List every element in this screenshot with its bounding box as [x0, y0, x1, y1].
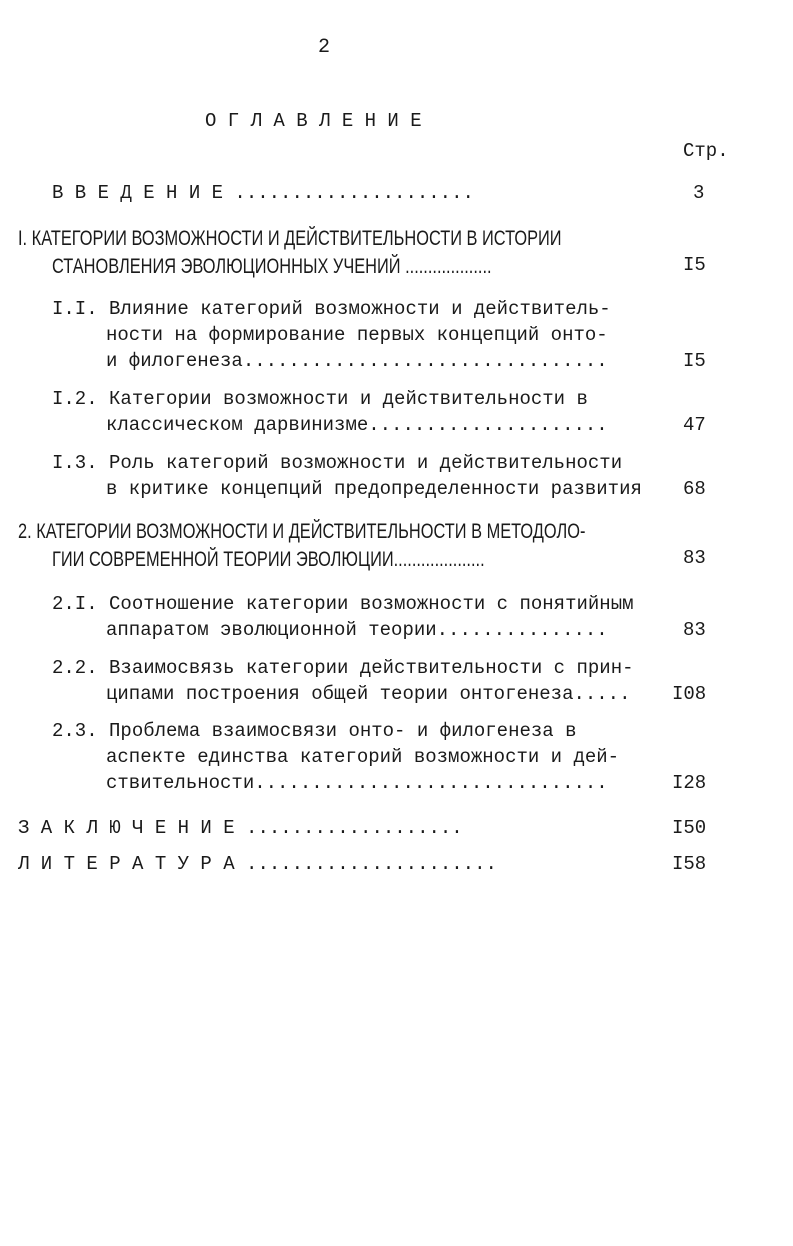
- toc-page-section-1-3: 68: [683, 478, 706, 500]
- toc-entry-chapter-1-line-1: I. КАТЕГОРИИ ВОЗМОЖНОСТИ И ДЕЙСТВИТЕЛЬНОСТИ В ИСТОРИИ: [18, 227, 562, 250]
- toc-entry-section-1-3-line-2: в критике концепций предопределенности развития: [106, 478, 642, 500]
- toc-entry-chapter-1-line-2: СТАНОВЛЕНИЯ ЭВОЛЮЦИОННЫХ УЧЕНИЙ ...................: [52, 255, 492, 278]
- toc-page-section-1-2: 47: [683, 414, 706, 436]
- toc-page-introduction: 3: [693, 182, 705, 204]
- toc-page-section-2-2: I08: [672, 683, 707, 705]
- toc-entry-section-1-1-line-1: I.I. Влияние категорий возможности и действитель-: [52, 298, 611, 320]
- toc-entry-section-2-3-line-2: аспекте единства категорий возможности и дей-: [106, 746, 620, 768]
- page-column-label: Стр.: [683, 140, 729, 162]
- toc-entry-chapter-2-line-1: 2. КАТЕГОРИИ ВОЗМОЖНОСТИ И ДЕЙСТВИТЕЛЬНОСТИ В МЕТОДОЛО-: [18, 520, 586, 543]
- toc-entry-section-2-1-line-1: 2.I. Соотношение категории возможности с понятийным: [52, 593, 634, 615]
- toc-entry-section-2-3-line-1: 2.3. Проблема взаимосвязи онто- и филогенеза в: [52, 720, 577, 742]
- toc-page-section-2-1: 83: [683, 619, 706, 641]
- toc-page-section-2-3: I28: [672, 772, 707, 794]
- toc-entry-section-1-1-line-2: ности на формирование первых концепций онто-: [106, 324, 608, 346]
- toc-entry-section-1-3-line-1: I.3. Роль категорий возможности и действительности: [52, 452, 623, 474]
- toc-title: О Г Л А В Л Е Н И Е: [205, 110, 422, 132]
- toc-entry-section-2-2-line-1: 2.2. Взаимосвязь категории действительности с прин-: [52, 657, 634, 679]
- toc-entry-chapter-2-line-2: ГИИ СОВРЕМЕННОЙ ТЕОРИИ ЭВОЛЮЦИИ....................: [52, 548, 485, 571]
- toc-entry-conclusion: З А К Л Ю Ч Е Н И Е ...................: [18, 817, 463, 839]
- toc-entry-section-1-2-line-2: классическом дарвинизме.....................: [106, 414, 608, 436]
- page-number: 2: [318, 36, 331, 59]
- toc-page-chapter-1: I5: [683, 254, 706, 276]
- toc-entry-introduction: В В Е Д Е Н И Е .....................: [52, 182, 474, 204]
- toc-entry-section-2-2-line-2: ципами построения общей теории онтогенеза.....: [106, 683, 631, 705]
- toc-page-section-1-1: I5: [683, 350, 706, 372]
- toc-entry-section-2-1-line-2: аппаратом эволюционной теории...............: [106, 619, 608, 641]
- toc-page-chapter-2: 83: [683, 547, 706, 569]
- toc-entry-section-1-1-line-3: и филогенеза................................: [106, 350, 608, 372]
- toc-entry-references: Л И Т Е Р А Т У Р А ......................: [18, 853, 497, 875]
- toc-page-conclusion: I50: [672, 817, 707, 839]
- toc-entry-section-2-3-line-3: ствительности...............................: [106, 772, 608, 794]
- toc-entry-section-1-2-line-1: I.2. Категории возможности и действительности в: [52, 388, 588, 410]
- toc-page-references: I58: [672, 853, 707, 875]
